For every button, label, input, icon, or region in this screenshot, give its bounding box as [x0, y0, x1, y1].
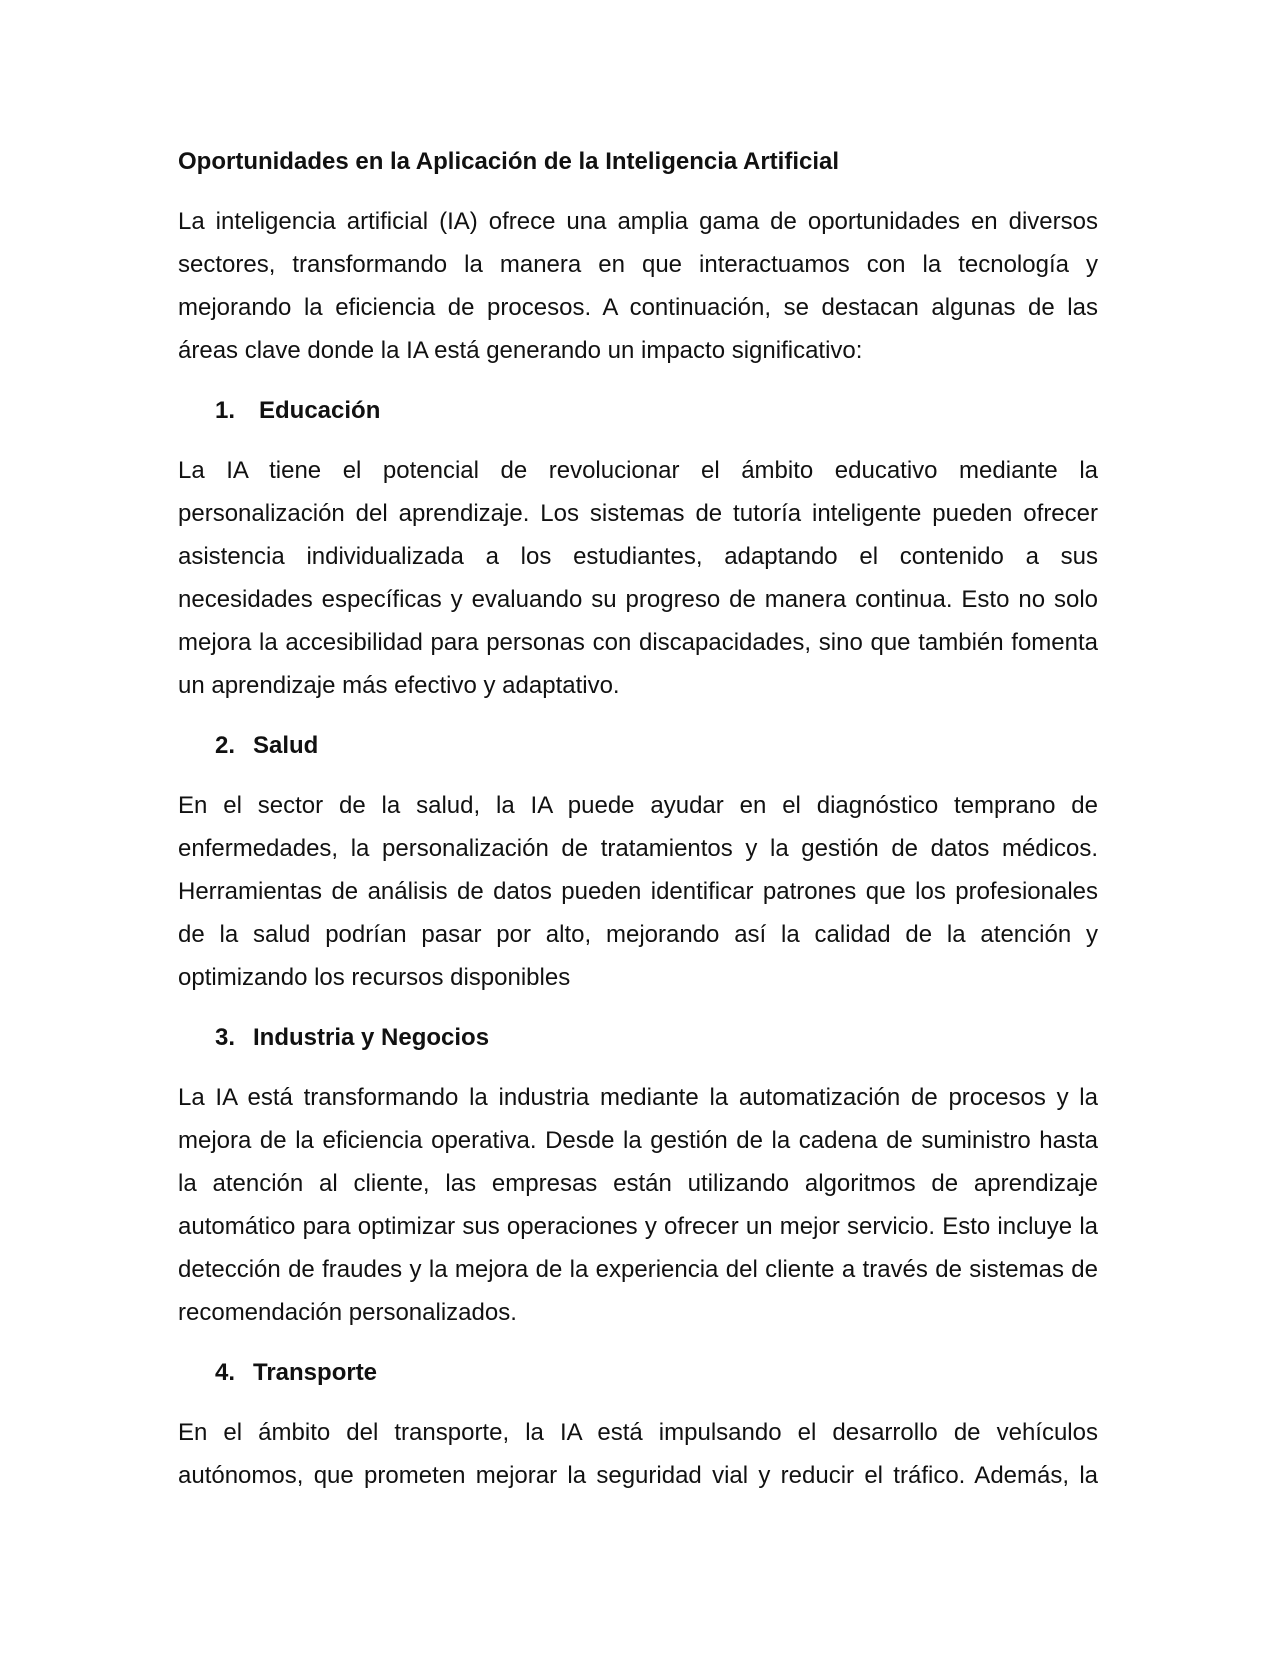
section-title: Industria y Negocios [253, 1024, 490, 1051]
section-number: 4. [215, 1359, 236, 1386]
section-title: Educación [259, 397, 381, 424]
section-body-transporte: En el ámbito del transporte, la IA está impulsando el desarrollo de vehículos autónomos, que prometen mejorar la seguridad vial y reducir el tráfico. Además, la [178, 1419, 1098, 1489]
section-heading-educacion [178, 389, 1098, 432]
document-page [178, 140, 1098, 1497]
section-heading-industria [178, 1016, 1098, 1059]
section-number: 3. [215, 1024, 236, 1051]
intro-paragraph: La inteligencia artificial (IA) ofrece una amplia gama de oportunidades en diversos sectores, transformando la manera en que interactuamos con la tecnología y mejorando la eficiencia de procesos. A continuación, se destacan algunas de las áreas clave donde la IA está generando un impacto significativo: [178, 208, 1098, 364]
section-body-educacion: La IA tiene el potencial de revolucionar el ámbito educativo mediante la personalización del aprendizaje. Los sistemas de tutoría inteligente pueden ofrecer asistencia individualizada a los estudiantes, adaptando el contenido a sus necesidades específicas y evaluando su progreso de manera continua. Esto no solo mejora la accesibilidad para personas con discapacidades, sino que también fomenta un aprendizaje más efectivo y adaptativo. [178, 457, 1098, 699]
section-body-salud: En el sector de la salud, la IA puede ayudar en el diagnóstico temprano de enfermedades, la personalización de tratamientos y la gestión de datos médicos. Herramientas de análisis de datos pueden identificar patrones que los profesionales de la salud podrían pasar por alto, mejorando así la calidad de la atención y optimizando los recursos disponibles [178, 792, 1098, 991]
section-heading-salud [178, 724, 1098, 767]
document-title: Oportunidades en la Aplicación de la Inteligencia Artificial [178, 148, 840, 175]
section-title: Transporte [253, 1359, 378, 1386]
section-title: Salud [253, 732, 319, 759]
section-heading-transporte [178, 1351, 1098, 1394]
section-number: 2. [215, 732, 236, 759]
section-body-industria: La IA está transformando la industria mediante la automatización de procesos y la mejora de la eficiencia operativa. Desde la gestión de la cadena de suministro hasta la atención al cliente, las empresas están utilizando algoritmos de aprendizaje automático para optimizar sus operaciones y ofrecer un mejor servicio. Esto incluye la detección de fraudes y la mejora de la experiencia del cliente a través de sistemas de recomendación personalizados. [178, 1084, 1098, 1326]
section-number: 1. [215, 397, 236, 424]
